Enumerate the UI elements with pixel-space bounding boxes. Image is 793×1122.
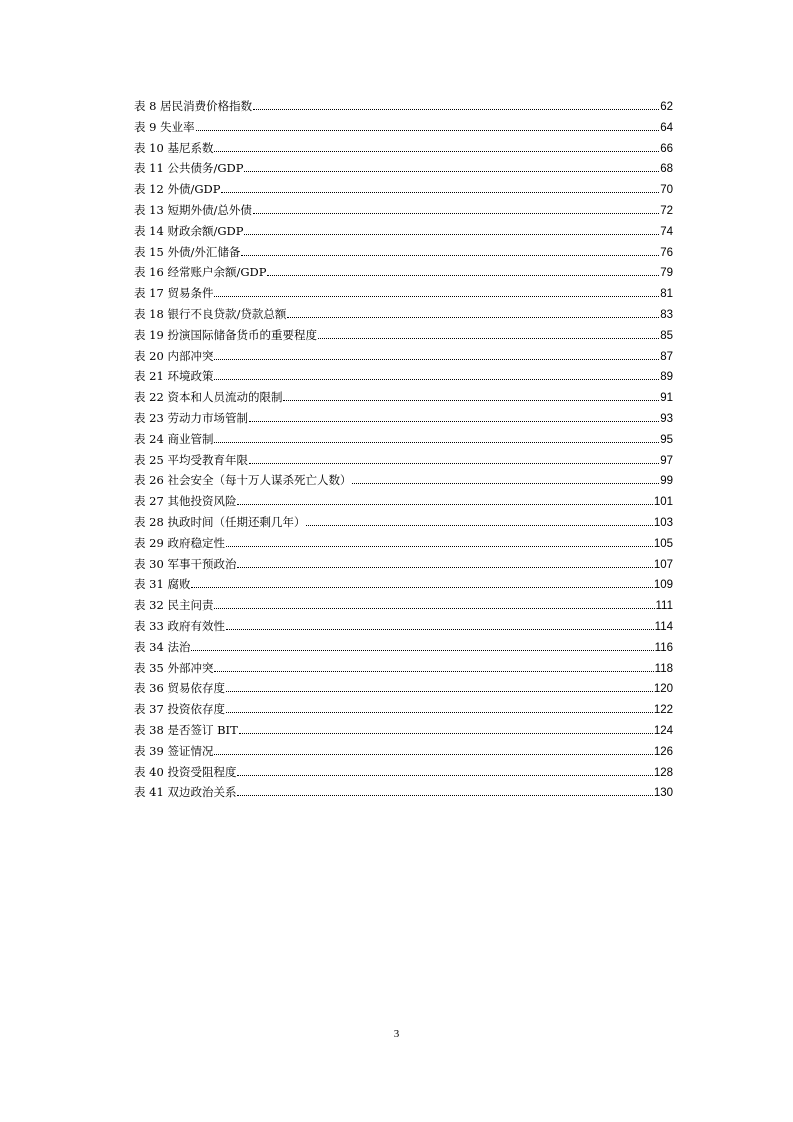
toc-entry[interactable] <box>134 720 673 741</box>
toc-entry[interactable] <box>134 283 673 304</box>
toc-entry[interactable] <box>134 699 673 720</box>
toc-entry-page: 66 <box>660 142 673 155</box>
toc-entry-page: 85 <box>660 329 673 342</box>
toc-entry[interactable] <box>134 533 673 554</box>
toc-leader-dots <box>244 170 659 172</box>
toc-entry-page: 128 <box>653 766 673 779</box>
toc-leader-dots <box>226 711 653 713</box>
toc-leader-dots <box>237 566 652 568</box>
toc-entry[interactable] <box>134 595 673 616</box>
toc-leader-dots <box>191 649 653 651</box>
toc-entry-title: 表 40 投资受阻程度 <box>134 764 237 779</box>
toc-entry-title: 表 31 腐败 <box>134 577 191 592</box>
toc-leader-dots <box>196 129 660 131</box>
toc-entry-page: 120 <box>653 683 673 696</box>
toc-entry-page: 105 <box>653 537 673 550</box>
toc-entry-title: 表 10 基尼系数 <box>134 140 214 155</box>
toc-entry-title: 表 26 社会安全（每十万人谋杀死亡人数） <box>134 473 352 488</box>
toc-leader-dots <box>214 670 653 672</box>
toc-entry-page: 109 <box>653 579 673 592</box>
table-of-contents <box>134 96 673 803</box>
toc-entry-page: 97 <box>660 454 673 467</box>
toc-entry[interactable] <box>134 96 673 117</box>
toc-entry-page: 99 <box>660 475 673 488</box>
toc-entry[interactable] <box>134 554 673 575</box>
toc-leader-dots <box>318 337 659 339</box>
toc-entry-title: 表 9 失业率 <box>134 119 195 134</box>
toc-entry-page: 103 <box>653 516 673 529</box>
toc-entry-page: 93 <box>660 412 673 425</box>
toc-entry[interactable] <box>134 117 673 138</box>
toc-entry-title: 表 13 短期外债/总外债 <box>134 202 252 217</box>
toc-entry-page: 114 <box>654 620 673 633</box>
toc-entry[interactable] <box>134 387 673 408</box>
toc-entry-title: 表 24 商业管制 <box>134 431 214 446</box>
toc-entry[interactable] <box>134 346 673 367</box>
toc-entry-page: 116 <box>654 641 673 654</box>
toc-entry-title: 表 20 内部冲突 <box>134 348 214 363</box>
toc-entry[interactable] <box>134 366 673 387</box>
page-number: 3 <box>393 1028 400 1040</box>
toc-leader-dots <box>221 191 659 193</box>
toc-entry-page: 111 <box>655 600 673 613</box>
toc-entry-title: 表 16 经常账户余额/GDP <box>134 265 267 280</box>
toc-entry-title: 表 14 财政余额/GDP <box>134 223 244 238</box>
toc-leader-dots <box>249 462 659 464</box>
toc-leader-dots <box>191 586 652 588</box>
toc-entry-page: 72 <box>660 204 673 217</box>
toc-entry[interactable] <box>134 158 673 179</box>
toc-entry-title: 表 25 平均受教育年限 <box>134 452 248 467</box>
toc-entry[interactable] <box>134 200 673 221</box>
toc-entry[interactable] <box>134 221 673 242</box>
toc-entry[interactable] <box>134 762 673 783</box>
toc-entry-title: 表 29 政府稳定性 <box>134 535 225 550</box>
toc-entry[interactable] <box>134 512 673 533</box>
toc-leader-dots <box>214 358 659 360</box>
toc-entry-page: 95 <box>660 433 673 446</box>
toc-entry-page: 79 <box>660 267 673 280</box>
toc-leader-dots <box>241 254 659 256</box>
toc-entry-title: 表 22 资本和人员流动的限制 <box>134 390 283 405</box>
toc-entry[interactable] <box>134 408 673 429</box>
toc-entry[interactable] <box>134 304 673 325</box>
toc-entry[interactable] <box>134 450 673 471</box>
toc-entry-title: 表 37 投资依存度 <box>134 702 225 717</box>
toc-leader-dots <box>352 482 659 484</box>
toc-entry-page: 124 <box>653 724 673 737</box>
toc-leader-dots <box>253 108 659 110</box>
toc-entry-page: 81 <box>660 288 673 301</box>
toc-entry-page: 62 <box>660 101 673 113</box>
toc-leader-dots <box>214 295 659 297</box>
toc-entry[interactable] <box>134 138 673 159</box>
toc-entry[interactable] <box>134 429 673 450</box>
toc-leader-dots <box>226 690 653 692</box>
toc-entry[interactable] <box>134 242 673 263</box>
toc-entry-page: 130 <box>653 787 673 800</box>
toc-entry[interactable] <box>134 616 673 637</box>
toc-entry[interactable] <box>134 658 673 679</box>
toc-entry-page: 64 <box>660 121 673 134</box>
toc-entry-page: 74 <box>660 225 673 238</box>
toc-entry-title: 表 36 贸易依存度 <box>134 681 225 696</box>
toc-entry-title: 表 11 公共债务/GDP <box>134 161 244 176</box>
toc-entry-title: 表 33 政府有效性 <box>134 618 225 633</box>
toc-entry-title: 表 38 是否签订 BIT <box>134 722 238 737</box>
toc-entry[interactable] <box>134 741 673 762</box>
toc-entry-title: 表 17 贸易条件 <box>134 286 214 301</box>
toc-entry[interactable] <box>134 574 673 595</box>
toc-leader-dots <box>267 274 659 276</box>
toc-entry[interactable] <box>134 678 673 699</box>
toc-leader-dots <box>287 316 659 318</box>
toc-leader-dots <box>237 794 652 796</box>
toc-leader-dots <box>214 378 659 380</box>
toc-entry-page: 76 <box>660 246 673 259</box>
toc-entry-page: 118 <box>654 662 673 675</box>
toc-entry-page: 68 <box>660 163 673 176</box>
toc-entry-title: 表 15 外债/外汇储备 <box>134 244 241 259</box>
toc-entry-title: 表 8 居民消费价格指数 <box>134 99 253 113</box>
toc-entry-title: 表 32 民主问责 <box>134 598 214 613</box>
toc-entry[interactable] <box>134 262 673 283</box>
toc-entry-title: 表 12 外债/GDP <box>134 182 221 197</box>
toc-entry-page: 83 <box>660 308 673 321</box>
toc-entry-page: 89 <box>660 371 673 384</box>
toc-leader-dots <box>226 545 653 547</box>
toc-entry-title: 表 21 环境政策 <box>134 369 214 384</box>
toc-leader-dots <box>237 503 652 505</box>
toc-entry-title: 表 35 外部冲突 <box>134 660 214 675</box>
toc-leader-dots <box>253 212 659 214</box>
toc-leader-dots <box>283 399 659 401</box>
toc-entry-page: 70 <box>660 184 673 197</box>
toc-entry[interactable] <box>134 325 673 346</box>
toc-leader-dots <box>214 441 659 443</box>
toc-leader-dots <box>226 628 654 630</box>
toc-leader-dots <box>214 753 652 755</box>
toc-entry-page: 101 <box>653 496 673 509</box>
toc-entry-title: 表 18 银行不良贷款/贷款总额 <box>134 306 287 321</box>
toc-entry-title: 表 23 劳动力市场管制 <box>134 410 248 425</box>
toc-entry[interactable] <box>134 470 673 491</box>
toc-entry-title: 表 27 其他投资风险 <box>134 494 237 509</box>
toc-entry[interactable] <box>134 179 673 200</box>
toc-entry-page: 91 <box>660 392 673 405</box>
toc-entry-page: 107 <box>653 558 673 571</box>
toc-leader-dots <box>306 524 652 526</box>
toc-entry[interactable] <box>134 782 673 803</box>
toc-leader-dots <box>244 233 659 235</box>
toc-leader-dots <box>214 607 654 609</box>
toc-leader-dots <box>249 420 659 422</box>
toc-entry-page: 87 <box>660 350 673 363</box>
toc-entry[interactable] <box>134 637 673 658</box>
toc-entry[interactable] <box>134 491 673 512</box>
toc-leader-dots <box>237 774 652 776</box>
toc-entry-title: 表 34 法治 <box>134 639 191 654</box>
toc-entry-title: 表 28 执政时间（任期还剩几年） <box>134 514 306 529</box>
toc-entry-title: 表 19 扮演国际储备货币的重要程度 <box>134 327 317 342</box>
toc-entry-title: 表 39 签证情况 <box>134 743 214 758</box>
toc-entry-page: 126 <box>653 745 673 758</box>
toc-leader-dots <box>214 150 659 152</box>
toc-entry-page: 122 <box>653 704 673 717</box>
toc-leader-dots <box>239 732 653 734</box>
toc-entry-title: 表 41 双边政治关系 <box>134 785 237 800</box>
toc-entry-title: 表 30 军事干预政治 <box>134 556 237 571</box>
